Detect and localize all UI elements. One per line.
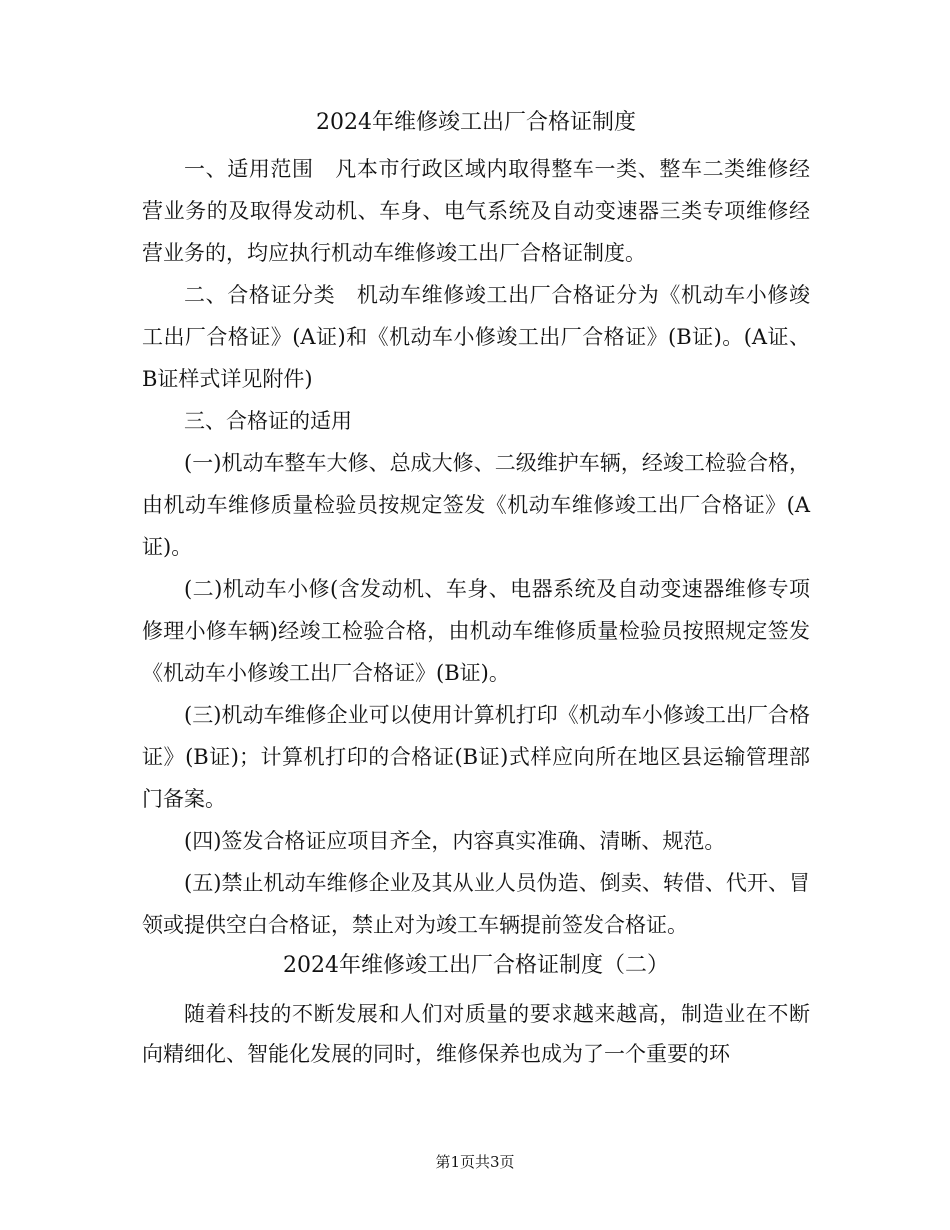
paragraph-classification: 二、合格证分类 机动车维修竣工出厂合格证分为《机动车小修竣工出厂合格证》(A证)和《机动车小修竣工出厂合格证》(B证)。(A证、B证样式详见附件) [142,283,810,391]
paragraph-item-1: (一)机动车整车大修、总成大修、二级维护车辆，经竣工检验合格，由机动车维修质量检验员按规定签发《机动车维修竣工出厂合格证》(A证)。 [142,451,810,559]
document-title: 2024年维修竣工出厂合格证制度 [316,110,636,135]
paragraph-applicability-heading: 三、合格证的适用 [184,409,352,433]
section-2-title: 2024年维修竣工出厂合格证制度（二） [283,953,669,978]
section-2-paragraph: 随着科技的不断发展和人们对质量的要求越来越高，制造业在不断向精细化、智能化发展的同时，维修保养也成为了一个重要的环 [142,1002,810,1066]
paragraph-item-3: (三)机动车维修企业可以使用计算机打印《机动车小修竣工出厂合格证》(B证)；计算机打印的合格证(B证)式样应向所在地区县运输管理部门备案。 [142,703,810,811]
document-body [142,104,810,1074]
paragraph-item-4: (四)签发合格证应项目齐全，内容真实准确、清晰、规范。 [184,829,726,853]
paragraph-scope: 一、适用范围 凡本市行政区域内取得整车一类、整车二类维修经营业务的及取得发动机、车身、电气系统及自动变速器三类专项维修经营业务的，均应执行机动车维修竣工出厂合格证制度。 [142,157,810,265]
paragraph-item-5: (五)禁止机动车维修企业及其从业人员伪造、倒卖、转借、代开、冒领或提供空白合格证，禁止对为竣工车辆提前签发合格证。 [142,871,810,937]
page-number: 第1页共3页 [435,1153,515,1171]
paragraph-item-2: (二)机动车小修(含发动机、车身、电器系统及自动变速器维修专项修理小修车辆)经竣工检验合格，由机动车维修质量检验员按照规定签发《机动车小修竣工出厂合格证》(B证)。 [142,577,810,685]
